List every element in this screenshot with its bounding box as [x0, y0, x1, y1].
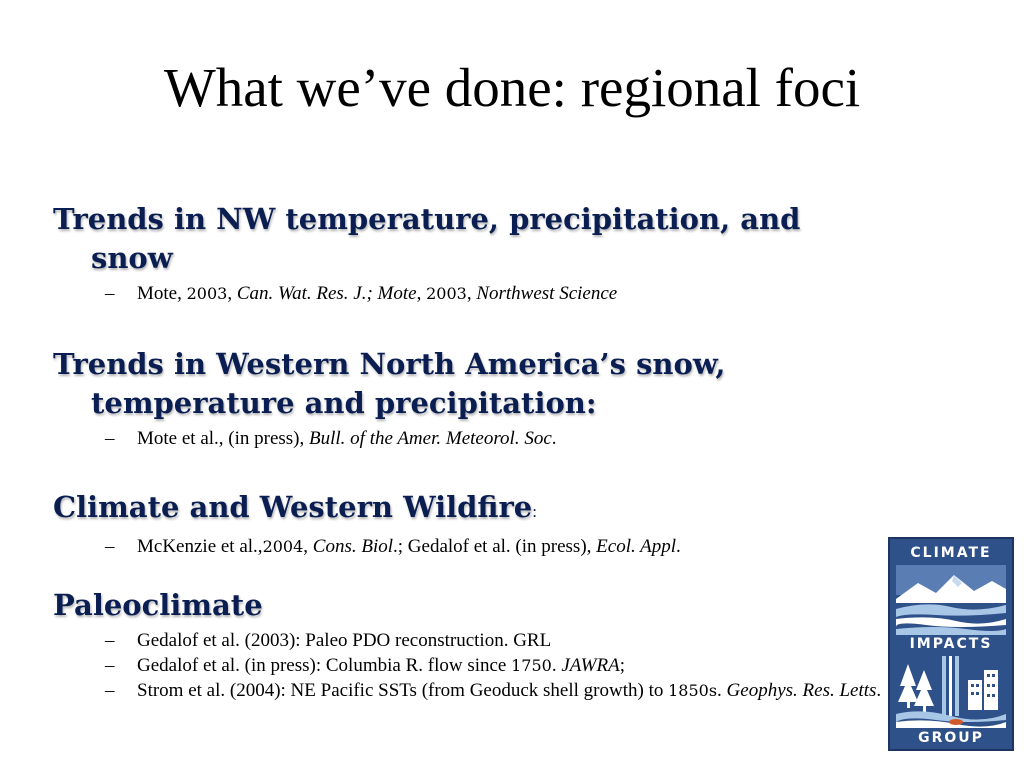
reference-item — [53, 535, 883, 558]
slide-title: What we’ve done: regional foci — [163, 57, 861, 118]
dash-bullet: – — [105, 680, 115, 701]
ref-text: Gedalof et al. (in press): Columbia R. flow since — [137, 655, 512, 676]
section-heading-text: Climate and Western Wildfire — [53, 490, 533, 524]
section-heading: Paleoclimate — [53, 588, 263, 622]
ref-journal: Geophys. Res. Letts — [726, 680, 877, 701]
dash-bullet: – — [105, 536, 115, 557]
ref-text: . — [876, 680, 882, 701]
section-nw-trends — [53, 200, 883, 305]
reference-list — [53, 629, 883, 702]
reference-list — [53, 535, 883, 558]
ref-journal: JAWRA — [561, 655, 620, 676]
ref-text: McKenzie et al., — [137, 536, 263, 557]
climate-impacts-group-logo — [888, 537, 1014, 751]
ref-text: . — [717, 680, 727, 701]
slide-body — [53, 200, 883, 704]
ref-year: 2004 — [262, 537, 304, 556]
ref-journal: Can. Wat. Res. J.; Mote — [236, 283, 417, 304]
ref-text: . — [551, 655, 562, 676]
ref-text: . — [551, 428, 557, 449]
section-heading: Trends in Western North America’s snow, temperature and precipitation: — [53, 347, 726, 420]
ref-text: Gedalof et al. (2003): Paleo PDO reconstruction. GRL — [137, 630, 552, 651]
ref-journal: Bull. of the Amer. Meteorol. Soc — [309, 428, 552, 449]
reference-item — [53, 427, 883, 450]
section-heading — [53, 488, 883, 531]
ref-year: 1850s — [668, 681, 718, 700]
ref-year: 1750 — [511, 656, 552, 675]
section-heading-colon: : — [532, 502, 537, 521]
reference-list — [53, 282, 883, 305]
ref-text: . — [676, 536, 681, 557]
ref-year: 2003 — [426, 284, 467, 303]
reference-item — [53, 629, 883, 652]
dash-bullet: – — [105, 428, 115, 449]
ref-text: Mote, — [137, 283, 187, 304]
section-heading: Trends in NW temperature, precipitation, and snow — [53, 202, 801, 275]
ref-journal: Ecol. Appl — [596, 536, 677, 557]
ref-text: ; — [619, 655, 625, 676]
ref-text: , — [416, 283, 427, 304]
ref-text: , — [466, 283, 477, 304]
ref-text: , — [303, 536, 313, 557]
logo-line-impacts: IMPACTS — [909, 636, 993, 652]
ref-text: , — [227, 283, 237, 304]
section-wildfire — [53, 488, 883, 558]
ref-text: Strom et al. (2004): NE Pacific SSTs (from Geoduck shell growth) to — [137, 680, 669, 701]
reference-item — [53, 282, 883, 305]
logo-line-climate: CLIMATE — [910, 545, 992, 561]
section-paleoclimate — [53, 586, 883, 702]
ref-text: Mote et al., (in press), — [137, 428, 310, 449]
reference-list — [53, 427, 883, 450]
section-western-na-trends — [53, 345, 883, 450]
dash-bullet: – — [105, 283, 115, 304]
reference-item — [53, 679, 883, 702]
reference-item — [53, 654, 883, 677]
logo-line-group: GROUP — [918, 730, 984, 746]
ref-text: .; Gedalof et al. (in press), — [393, 536, 597, 557]
forest-city-waterfall-icon — [896, 656, 1006, 728]
ref-year: 2003 — [186, 284, 228, 303]
mountain-farmland-icon — [896, 565, 1006, 635]
ref-journal: Cons. Biol — [312, 536, 394, 557]
ref-journal: Northwest Science — [476, 283, 618, 304]
dash-bullet: – — [105, 655, 115, 676]
dash-bullet: – — [105, 630, 115, 651]
